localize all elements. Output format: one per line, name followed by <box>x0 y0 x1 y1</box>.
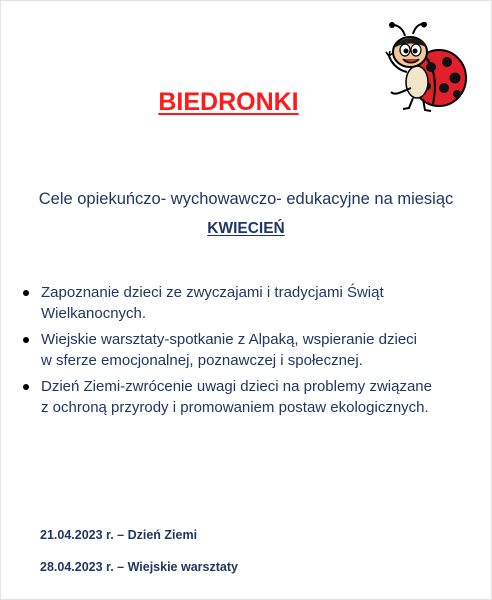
goal-text-line: z ochroną przyrody i promowaniem postaw ekologicznych. <box>41 399 429 416</box>
goal-item <box>23 329 463 371</box>
page-title: BIEDRONKI <box>158 88 299 116</box>
goals-heading: Cele opiekuńczo- wychowawczo- edukacyjne na miesiąc <box>38 190 454 208</box>
event-date-workshop: 28.04.2023 r. – Wiejskie warsztaty <box>40 560 238 574</box>
bullet-icon <box>23 384 29 390</box>
event-date-earth-day: 21.04.2023 r. – Dzień Ziemi <box>40 528 198 542</box>
goal-item <box>23 376 463 418</box>
goal-text-line: Wiejskie warsztaty-spotkanie z Alpaką, wspieranie dzieci <box>41 331 417 348</box>
month-heading: KWIECIEŃ <box>207 220 285 237</box>
goal-item <box>23 282 463 324</box>
bullet-icon <box>23 290 29 296</box>
goals-list <box>23 282 463 423</box>
goal-text-line: Wielkanocnych. <box>41 305 147 322</box>
bullet-icon <box>23 337 29 343</box>
goal-text-line: Dzień Ziemi-zwrócenie uwagi dzieci na problemy związane <box>41 378 432 395</box>
goal-text-line: Zapoznanie dzieci ze zwyczajami i tradycjami Świąt <box>41 284 384 301</box>
goal-text-line: w sferze emocjonalnej, poznawczej i społecznej. <box>41 352 363 369</box>
